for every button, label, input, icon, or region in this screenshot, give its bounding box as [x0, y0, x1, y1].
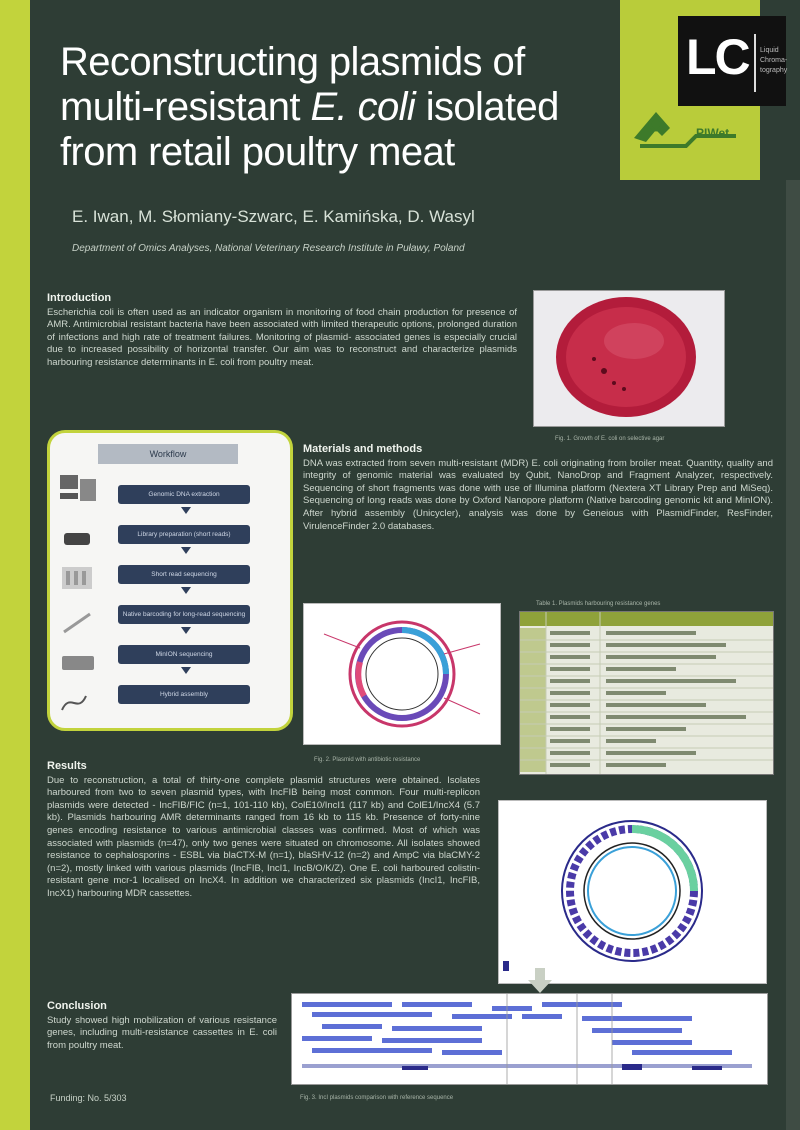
- plasmid-alignment-figure: [291, 993, 768, 1085]
- workflow-step: Hybrid assembly: [118, 685, 250, 704]
- workflow-step: Library preparation (short reads): [118, 525, 250, 544]
- down-arrow-icon: [181, 587, 191, 594]
- down-arrow-icon: [527, 968, 553, 994]
- sequencer-icon: [58, 648, 98, 678]
- pipette-icon: [58, 608, 98, 638]
- funding-note: Funding: No. 5/303: [50, 1093, 127, 1103]
- plasmid-map-caption: Fig. 2. Plasmid with antibiotic resistance: [314, 757, 421, 763]
- materials-section: [303, 443, 773, 533]
- right-accent-stripe: [786, 180, 800, 1130]
- authors: E. Iwan, M. Słomiany-Szwarc, E. Kamińska, D. Wasyl: [72, 207, 475, 226]
- plasmid-map-figure: [303, 603, 501, 745]
- plasmid-map-large-figure: [498, 800, 767, 984]
- instrument-icon: [58, 523, 98, 553]
- conclusion-heading: Conclusion: [47, 1000, 107, 1012]
- results-section: [47, 760, 480, 901]
- dna-icon: [58, 688, 98, 718]
- poster-title: Reconstructing plasmids of multi-resistant E. coli isolated from retail poultry meat: [60, 40, 559, 174]
- results-heading: Results: [47, 760, 87, 772]
- workflow-diagram: [47, 430, 293, 731]
- conclusion-text: Study showed high mobilization of various resistance genes, including multi-resistance cassettes in E. coli from poultry meat.: [47, 1014, 277, 1051]
- materials-heading: Materials and methods: [303, 443, 423, 455]
- affiliation: Department of Omics Analyses, National Veterinary Research Institute in Puławy, Poland: [72, 243, 465, 254]
- introduction-text: Escherichia coli is often used as an indicator organism in monitoring of food chain production for presence of AMR. Antimicrobial resistant bacteria have been associated with limited therapeutic options, prolonged duration of infections and high rate of treatment failures. Monitoring of plasmid- associated genes is especially crucial due to increased possibility of horizontal transfer. Our aim was to reconstruct and characterize plasmids harbouring resistance determinants in E. coli from poultry meat.: [47, 306, 517, 368]
- lc-logo-subtext: Liquid Chroma- tography: [760, 47, 788, 74]
- piwet-logo-text: PIWet: [696, 126, 730, 140]
- resistance-table: [519, 611, 774, 775]
- petri-dish-photo: [533, 290, 725, 427]
- workflow-step: Genomic DNA extraction: [118, 485, 250, 504]
- tube-rack-icon: [58, 563, 98, 593]
- alignment-caption: Fig. 3. IncI plasmids comparison with reference sequence: [300, 1095, 454, 1101]
- lc-logo-text: LC: [686, 29, 749, 85]
- down-arrow-icon: [181, 547, 191, 554]
- lc-logo-divider: [754, 34, 756, 92]
- down-arrow-icon: [181, 507, 191, 514]
- workflow-step: MinION sequencing: [118, 645, 250, 664]
- materials-text: DNA was extracted from seven multi-resistant (MDR) E. coli originating from broiler meat. Quantity, quality and integrity of genomic material was evaluated by Qubit, NanoDrop and Fragment Analyzer, respectively. Sequencing of short fragments was done with use of Illumina platform (Nextera XT Library Prep and MiSeq). Sequencing of long reads was done by Oxford Nanopore platform (Native barcoding genomic kit and MinION). After hybrid assembly (Unicycler), analysis was done by Geneious with PlasmidFinder, ResFinder, VirulenceFinder 2.0 databases.: [303, 457, 773, 532]
- lc-logo: [678, 16, 786, 106]
- results-text: Due to reconstruction, a total of thirty-one complete plasmid structures were obtained. Isolates harboured from two to seven plasmid types, with IncFIB being most common. Four multi-replicon plasmids were detected - IncFIB/FIC (n=1, 101-110 kb), ColE10/IncI1 (117 kb) and ColE1/IncX4 (5.7 kb). Plasmids harbouring AMR determinants ranged from 16 kb to 115 kb. Presence of forty-nine genes encoding resistance to various antimicrobial classes was confirmed. Most of which was associated with plasmids (n=47), only two genes were situated on chromosome. All isolates showed resistance to cephalosporins - ESBL via blaCTX-M (n=1), blaSHV-12 (n=2) and AmpC via blaCMY-2 (n=2), mostly linked with various plasmids (IncFIB, IncI1, IncB/O/K/Z). One E. coli harboured colistin-resistant gene mcr-1 localised on IncX4. In addition we characterized six plasmids (IncI1, IncFIB, IncX1) harbouring MDR cassettes.: [47, 774, 480, 899]
- down-arrow-icon: [181, 627, 191, 634]
- petri-caption: Fig. 1. Growth of E. coli on selective agar: [555, 436, 665, 442]
- workflow-step: Native barcoding for long-read sequencing: [118, 605, 250, 624]
- piwet-logo-icon: [626, 100, 756, 160]
- down-arrow-icon: [181, 667, 191, 674]
- table-caption: Table 1. Plasmids harbouring resistance genes: [536, 601, 661, 607]
- workflow-title: Workflow: [98, 444, 238, 464]
- conclusion-section: [47, 1000, 277, 1052]
- introduction-heading: Introduction: [47, 292, 112, 304]
- introduction-section: [47, 292, 517, 370]
- computer-icon: [58, 473, 98, 503]
- workflow-step: Short read sequencing: [118, 565, 250, 584]
- left-accent-stripe: [0, 0, 30, 1130]
